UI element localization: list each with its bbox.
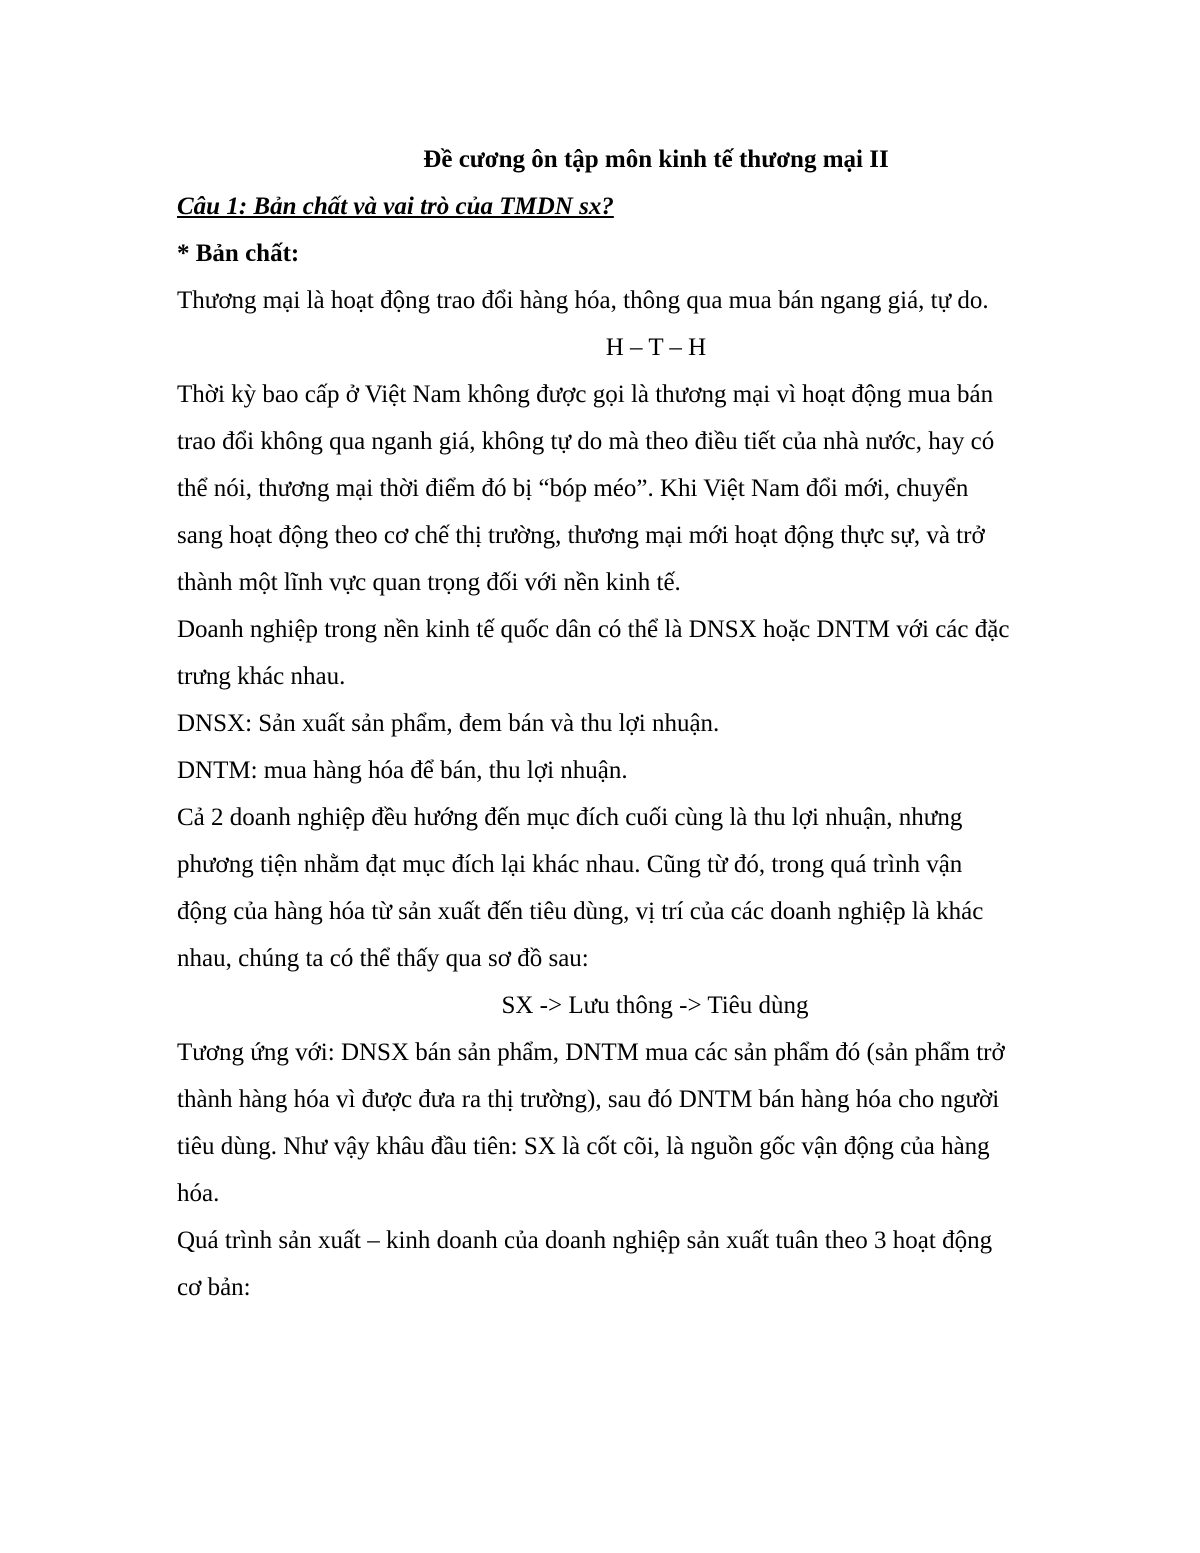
flow-diagram-line: SX -> Lưu thông -> Tiêu dùng	[501, 992, 809, 1019]
paragraph-line: Thời kỳ bao cấp ở Việt Nam không được gọi là thương mại vì hoạt động mua bán	[177, 381, 994, 408]
paragraph-line: thành một lĩnh vực quan trọng đối với nền kinh tế.	[177, 569, 681, 596]
paragraph-line: DNSX: Sản xuất sản phẩm, đem bán và thu lợi nhuận.	[177, 710, 720, 737]
paragraph-line: cơ bản:	[177, 1274, 251, 1301]
paragraph-line: Quá trình sản xuất – kinh doanh của doanh nghiệp sản xuất tuân theo 3 hoạt động	[177, 1227, 993, 1254]
paragraph-line: nhau, chúng ta có thể thấy qua sơ đồ sau:	[177, 945, 589, 972]
formula-line: H – T – H	[605, 334, 707, 361]
document-body	[177, 136, 1097, 1311]
question-heading: Câu 1: Bản chất và vai trò của TMDN sx?	[177, 193, 614, 220]
paragraph-line: Doanh nghiệp trong nền kinh tế quốc dân có thể là DNSX hoặc DNTM với các đặc	[177, 616, 1010, 643]
paragraph-line: thành hàng hóa vì được đưa ra thị trường), sau đó DNTM bán hàng hóa cho người	[177, 1086, 1000, 1113]
paragraph-line: thể nói, thương mại thời điểm đó bị “bóp méo”. Khi Việt Nam đổi mới, chuyển	[177, 475, 969, 502]
paragraph-line: tiêu dùng. Như vậy khâu đầu tiên: SX là cốt cõi, là nguồn gốc vận động của hàng	[177, 1133, 990, 1160]
document-title: Đề cương ôn tập môn kinh tế thương mại II	[423, 146, 889, 173]
paragraph-line: Cả 2 doanh nghiệp đều hướng đến mục đích cuối cùng là thu lợi nhuận, nhưng	[177, 804, 963, 831]
paragraph-line: DNTM: mua hàng hóa để bán, thu lợi nhuận.	[177, 757, 628, 784]
paragraph-line: hóa.	[177, 1180, 220, 1207]
paragraph-line: trao đổi không qua nganh giá, không tự do mà theo điều tiết của nhà nước, hay có	[177, 428, 995, 455]
paragraph-line: trưng khác nhau.	[177, 663, 346, 690]
paragraph-line: động của hàng hóa từ sản xuất đến tiêu dùng, vị trí của các doanh nghiệp là khác	[177, 898, 984, 925]
paragraph-line: sang hoạt động theo cơ chế thị trường, thương mại mới hoạt động thực sự, và trở	[177, 522, 985, 549]
paragraph-line: phương tiện nhằm đạt mục đích lại khác nhau. Cũng từ đó, trong quá trình vận	[177, 851, 963, 878]
paragraph-line: Thương mại là hoạt động trao đổi hàng hóa, thông qua mua bán ngang giá, tự do.	[177, 287, 989, 314]
section-heading: * Bản chất:	[177, 240, 300, 267]
paragraph-line: Tương ứng với: DNSX bán sản phẩm, DNTM mua các sản phẩm đó (sản phẩm trở	[177, 1039, 1005, 1066]
